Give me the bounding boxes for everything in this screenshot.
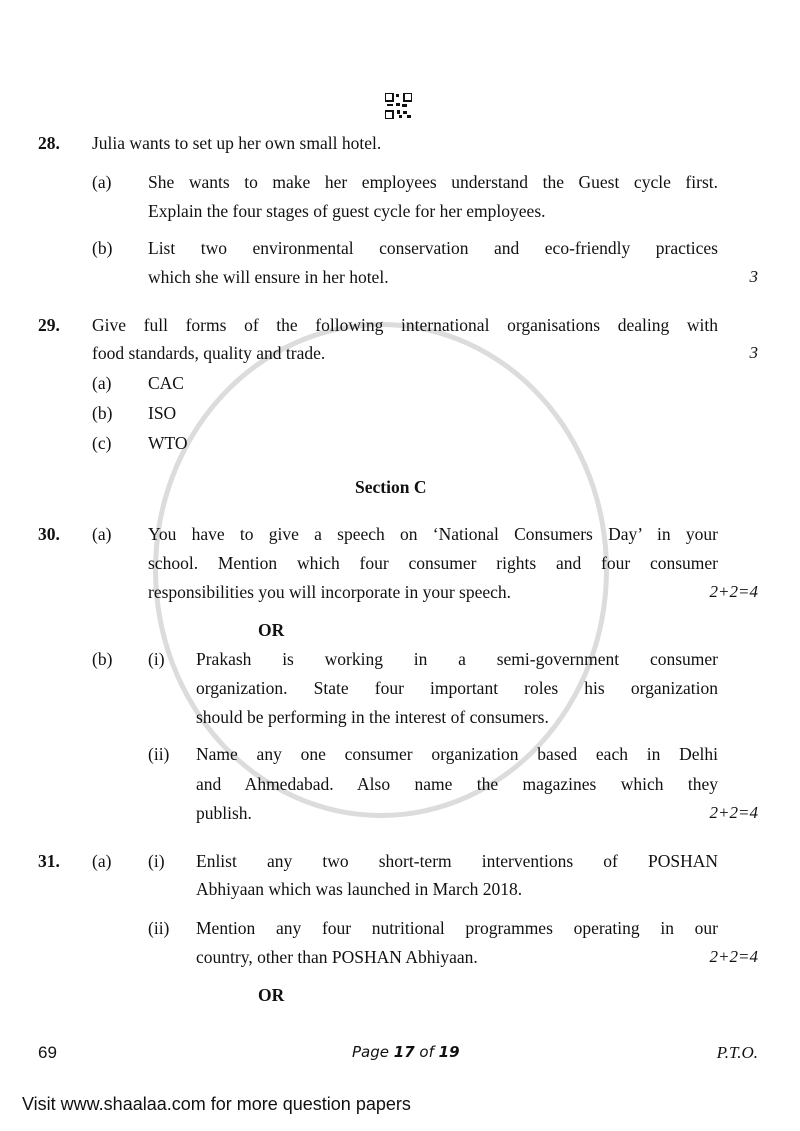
- pto: P.T.O.: [716, 1043, 758, 1062]
- part-label: (b): [92, 649, 113, 669]
- part-label: (b): [92, 238, 113, 258]
- question-number: 28.: [38, 133, 60, 153]
- subpart-label: (ii): [148, 744, 170, 764]
- option-label: (b): [92, 403, 113, 423]
- paper-code: 69: [38, 1043, 57, 1062]
- question-number: 30.: [38, 524, 60, 544]
- question-text: publish.: [196, 803, 252, 823]
- option-text: ISO: [148, 403, 177, 423]
- qr-code-icon: [385, 93, 412, 119]
- question-text: responsibilities you will incorporate in your speech.: [148, 582, 512, 602]
- question-number: 29.: [38, 315, 60, 335]
- page-mid: of: [414, 1043, 439, 1061]
- question-text: Abhiyaan which was launched in March 2018.: [196, 879, 523, 899]
- option-label: (a): [92, 373, 112, 393]
- marks: 2+2=4: [709, 803, 758, 822]
- question-text: which she will ensure in her hotel.: [148, 267, 389, 287]
- option-label: (c): [92, 433, 112, 453]
- or-divider: OR: [258, 985, 285, 1005]
- option-text: WTO: [148, 433, 188, 453]
- part-label: (a): [92, 524, 112, 544]
- question-number: 31.: [38, 851, 60, 871]
- question-text: She wants to make her employees understand the Guest cycle first.: [148, 172, 718, 192]
- question-text: Prakash is working in a semi-government consumer: [196, 649, 718, 669]
- page-current: 17: [393, 1043, 415, 1061]
- question-text: food standards, quality and trade.: [92, 343, 326, 363]
- question-text: school. Mention which four consumer rights and four consumer: [148, 553, 718, 573]
- question-text: country, other than POSHAN Abhiyaan.: [196, 947, 478, 967]
- question-text: Mention any four nutritional programmes operating in our: [196, 918, 718, 938]
- banner-link[interactable]: Visit www.shaalaa.com for more question papers: [22, 1094, 411, 1114]
- question-text: You have to give a speech on ‘National Consumers Day’ in your: [148, 524, 718, 544]
- option-text: CAC: [148, 373, 184, 393]
- subpart-label: (ii): [148, 918, 170, 938]
- question-text: and Ahmedabad. Also name the magazines which they: [196, 774, 718, 794]
- question-stem: Julia wants to set up her own small hotel.: [92, 133, 382, 153]
- question-text: Name any one consumer organization based each in Delhi: [196, 744, 718, 764]
- question-text: organization. State four important roles his organization: [196, 678, 718, 698]
- marks: 3: [749, 267, 758, 286]
- page-number: [352, 1043, 460, 1061]
- question-text: Enlist any two short-term interventions of POSHAN: [196, 851, 718, 871]
- subpart-label: (i): [148, 851, 165, 871]
- page-prefix: Page: [352, 1043, 394, 1061]
- part-label: (a): [92, 172, 112, 192]
- page-total: 19: [438, 1043, 460, 1061]
- subpart-label: (i): [148, 649, 165, 669]
- or-divider: OR: [258, 620, 285, 640]
- marks: 3: [749, 343, 758, 362]
- part-label: (a): [92, 851, 112, 871]
- question-text: should be performing in the interest of consumers.: [196, 707, 549, 727]
- question-text: Explain the four stages of guest cycle for her employees.: [148, 201, 546, 221]
- question-text: List two environmental conservation and eco-friendly practices: [148, 238, 718, 258]
- section-title: Section C: [355, 477, 427, 497]
- marks: 2+2=4: [709, 947, 758, 966]
- marks: 2+2=4: [709, 582, 758, 601]
- question-text: Give full forms of the following international organisations dealing with: [92, 315, 718, 335]
